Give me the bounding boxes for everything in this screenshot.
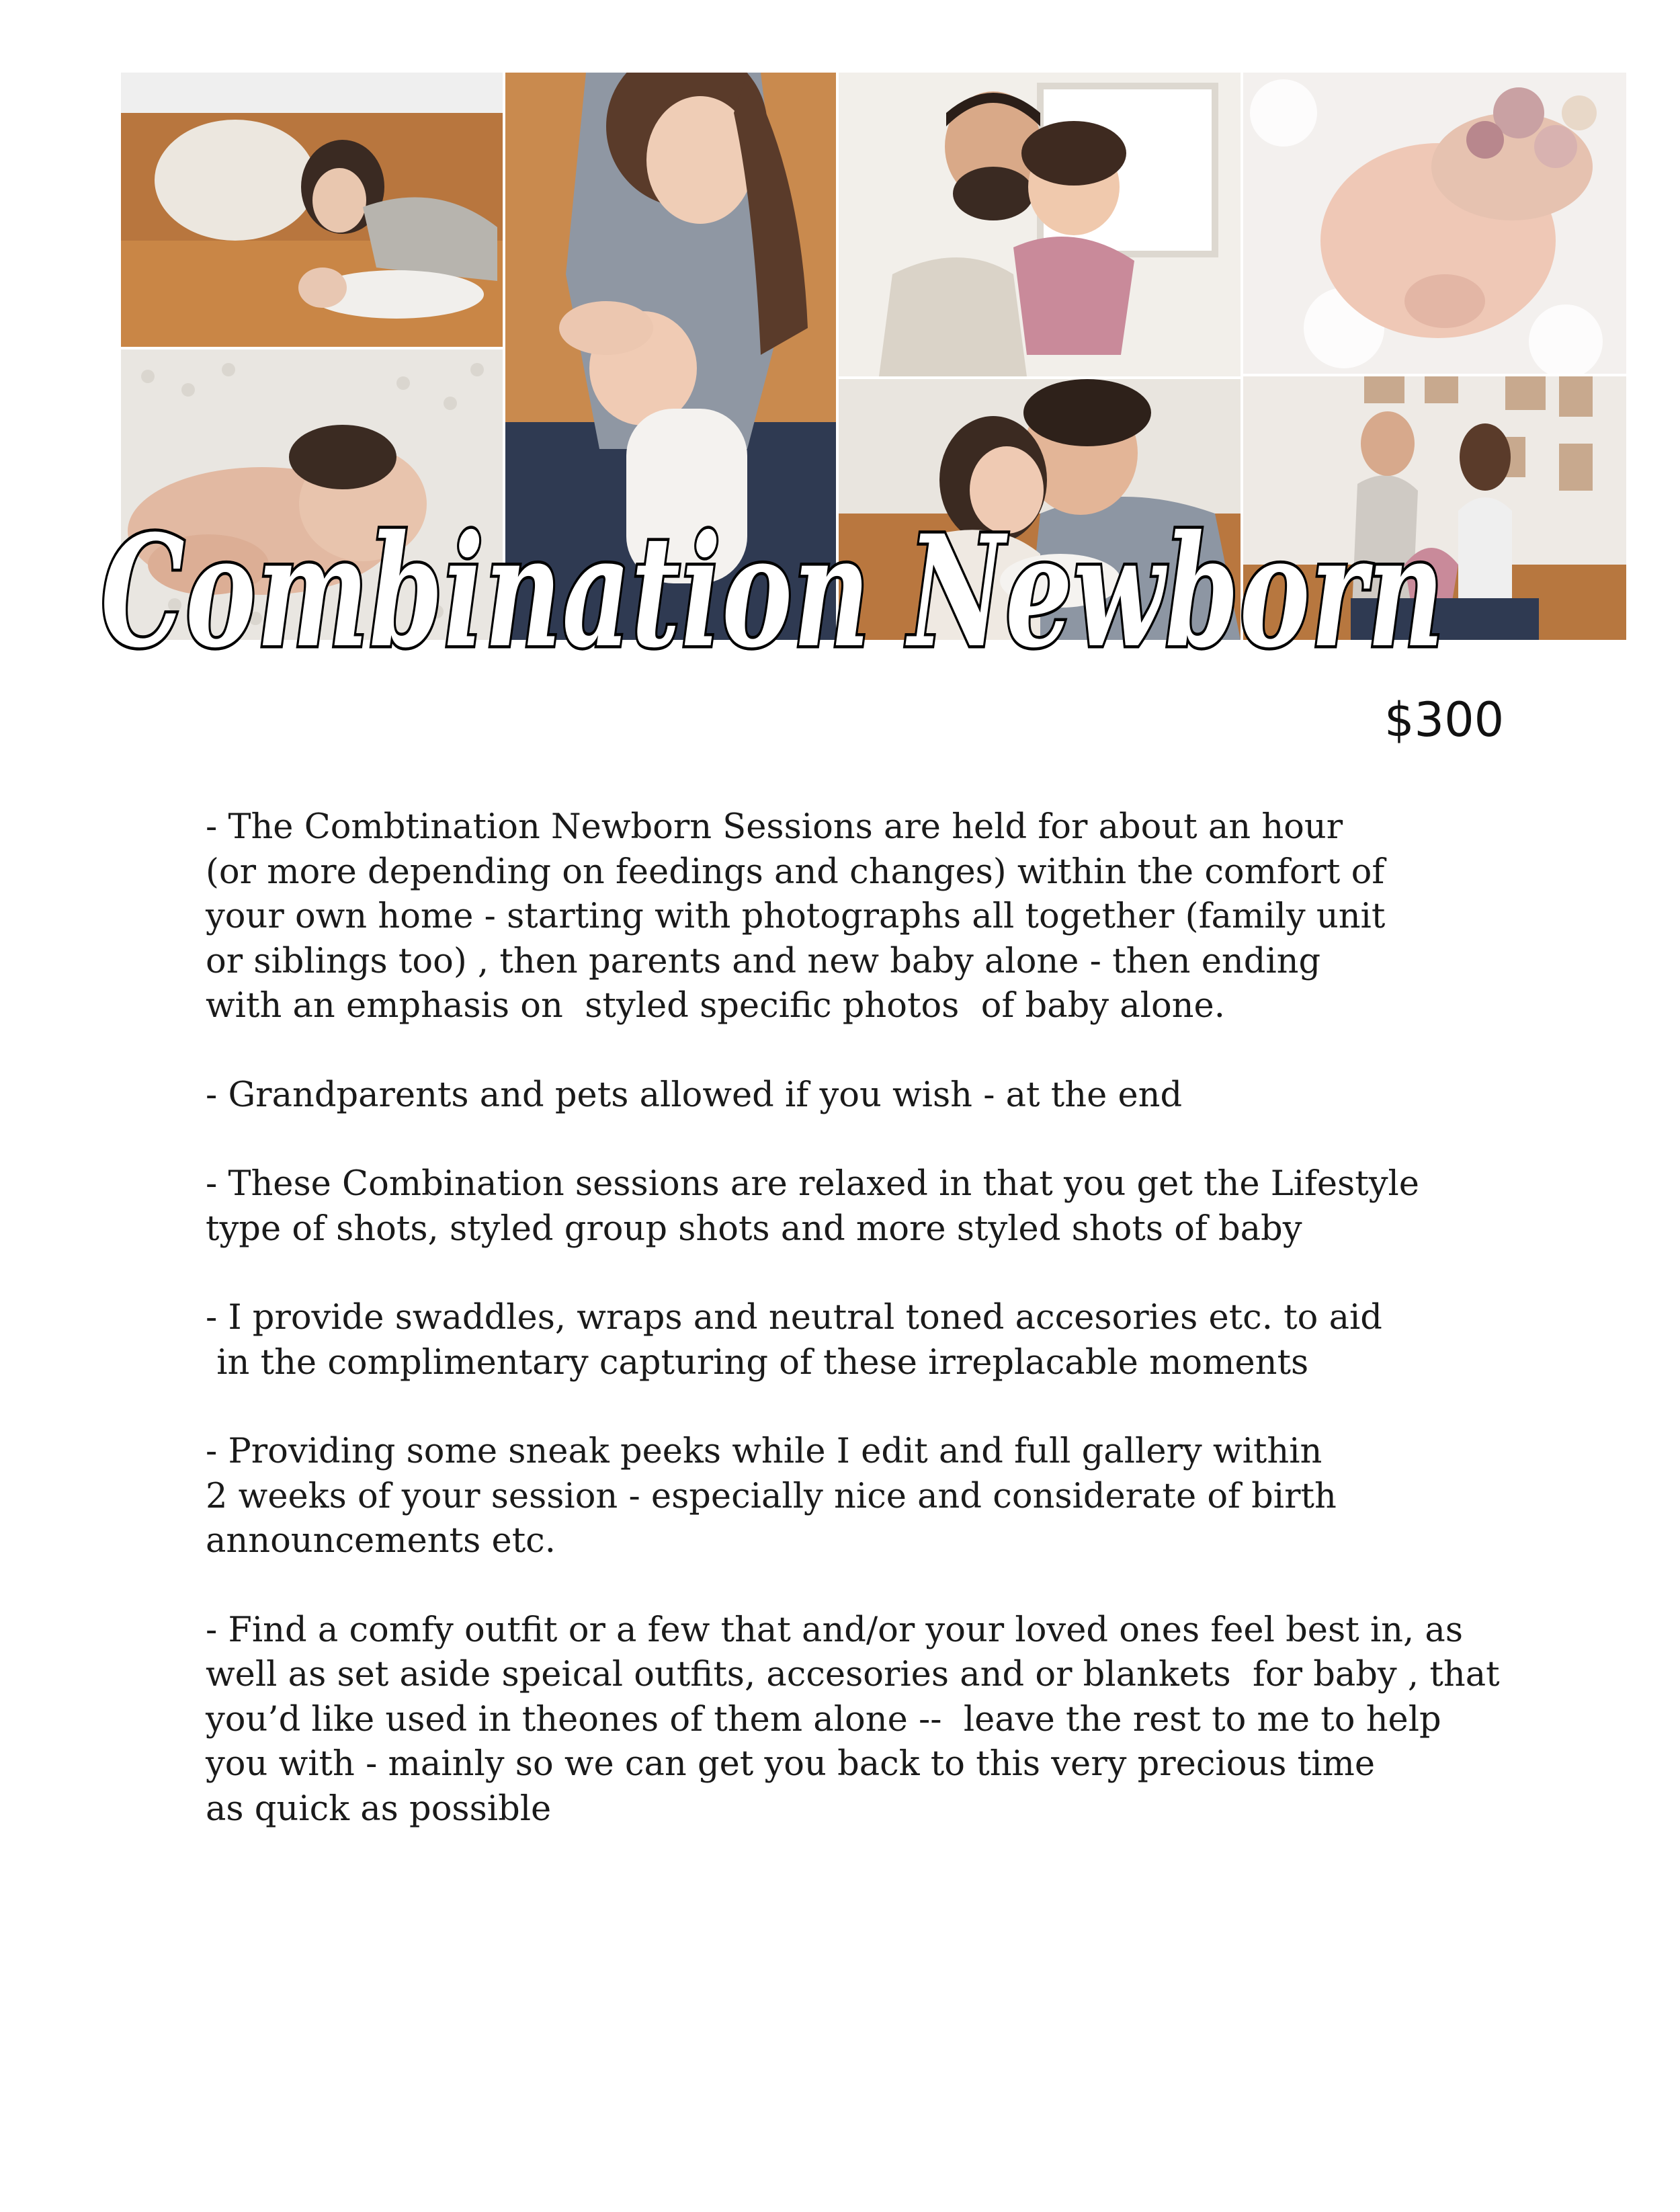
description-line: your own home - starting with photographs all together (family unit <box>206 897 1386 936</box>
session-description <box>206 805 1550 1876</box>
description-line: - Find a comfy outfit or a few that and/or your loved ones feel best in, as <box>206 1610 1463 1650</box>
description-line: type of shots, styled group shots and more styled shots of baby <box>206 1209 1302 1249</box>
description-line: - Grandparents and pets allowed if you wish - at the end <box>206 1075 1183 1115</box>
description-paragraph <box>206 1073 1550 1118</box>
description-line: - I provide swaddles, wraps and neutral toned accesories etc. to aid <box>206 1298 1382 1338</box>
photo-mother-kissing-newborn <box>121 73 503 347</box>
photo-newborn-flower-headband <box>1243 73 1626 374</box>
description-paragraph <box>206 1608 1550 1832</box>
description-line: - Providing some sneak peeks while I edit and full gallery within <box>206 1432 1322 1471</box>
description-paragraph <box>206 805 1550 1029</box>
description-line: as quick as possible <box>206 1789 552 1829</box>
page-title <box>94 501 1458 719</box>
description-line: - These Combination sessions are relaxed in that you get the Lifestyle <box>206 1164 1419 1204</box>
description-paragraph <box>206 1430 1550 1564</box>
description-line: - The Combtination Newborn Sessions are held for about an hour <box>206 807 1343 847</box>
description-paragraph <box>206 1162 1550 1252</box>
description-line: or siblings too) , then parents and new baby alone - then ending <box>206 941 1321 981</box>
description-line: well as set aside speical outfits, accesories and or blankets for baby , that <box>206 1655 1500 1694</box>
description-line: in the complimentary capturing of these irreplacable moments <box>206 1342 1309 1383</box>
page-title-text: Combination Newborn <box>101 501 1445 682</box>
description-line: 2 weeks of your session - especially nice and considerate of birth <box>206 1476 1337 1516</box>
description-line: you with - mainly so we can get you back to this very precious time <box>206 1744 1376 1784</box>
description-paragraph <box>206 1296 1550 1385</box>
photo-father-hugging-toddler <box>839 73 1241 376</box>
description-line: you’d like used in theones of them alone -- leave the rest to me to help <box>206 1699 1441 1739</box>
description-line: with an emphasis on styled specific photos of baby alone. <box>206 986 1225 1026</box>
description-line: announcements etc. <box>206 1521 556 1561</box>
description-line: (or more depending on feedings and changes) within the comfort of <box>206 852 1385 892</box>
price-label: $300 <box>1384 692 1505 747</box>
